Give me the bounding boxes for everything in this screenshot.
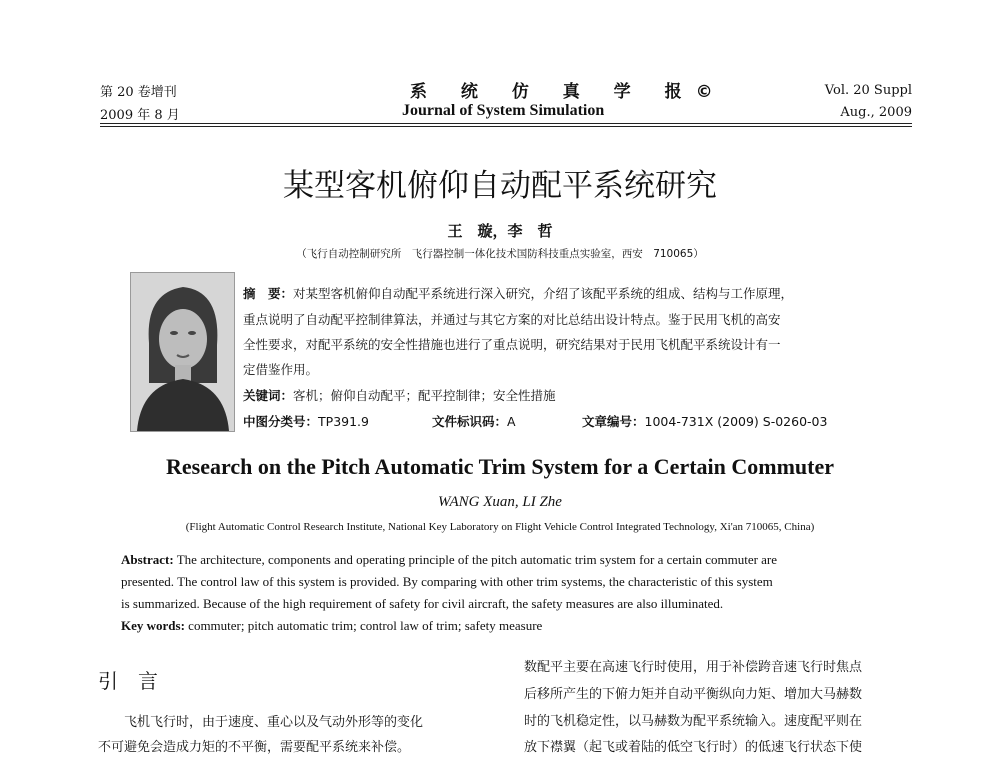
- abstract-cn-line-2: 重点说明了自动配平控制律算法，并通过与其它方案的对比总结出设计特点。鉴于民用飞机的高安: [243, 312, 781, 327]
- authors-cn: 王 璇，李 哲: [447, 222, 553, 240]
- intro-left-line-2: 不可避免会造成力矩的不平衡，需要配平系统来补偿。: [98, 740, 411, 755]
- doc-code-value: A: [507, 414, 516, 429]
- clc-label: 中图分类号：: [243, 414, 319, 429]
- volume-en: Vol. 20 Suppl: [824, 83, 912, 98]
- header-rule-top: [100, 123, 912, 124]
- intro-heading: 引言: [98, 669, 178, 693]
- abstract-en-line-3: is summarized. Because of the high requirement of safety for civil aircraft, the safety measures are also illuminated.: [121, 596, 724, 611]
- abstract-cn-line-3: 全性要求，对配平系统的安全性措施也进行了重点说明，研究结果对于民用飞机配平系统设计有一: [243, 337, 781, 352]
- doc-code-label: 文件标识码：: [432, 414, 508, 429]
- article-number-value: 1004-731X (2009) S-0260-03: [644, 414, 828, 429]
- abstract-en-line-2: presented. The control law of this system is provided. By comparing with other trim systems, the characteristic of this system: [121, 574, 773, 589]
- abstract-en-label: Abstract:: [121, 552, 174, 567]
- abstract-cn-line-4: 定借鉴作用。: [243, 362, 319, 377]
- keywords-en: [121, 618, 542, 634]
- abstract-en-text-1: The architecture, components and operating principle of the pitch automatic trim system for a certain commuter are: [173, 552, 778, 567]
- doc-code: [432, 412, 516, 430]
- volume-cn: 第 20 卷增刊: [100, 85, 177, 100]
- keywords-cn: [243, 386, 556, 404]
- author-portrait-icon: [131, 273, 234, 431]
- date-cn: 2009 年 8 月: [100, 108, 180, 123]
- header-rule-bottom: [100, 126, 912, 127]
- journal-title-cn: 系 统 仿 真 学 报©: [410, 82, 727, 102]
- abstract-cn-label: 摘 要：: [243, 286, 294, 301]
- paper-title-cn: 某型客机俯仰自动配平系统研究: [283, 168, 717, 204]
- article-number: [582, 412, 827, 430]
- affiliation-cn: （飞行自动控制研究所 飞行器控制一体化技术国防科技重点实验室，西安 710065）: [296, 248, 704, 260]
- clc-number: [243, 412, 369, 430]
- intro-right-line-3: 时的飞机稳定性，以马赫数为配平系统输入。速度配平则在: [524, 714, 863, 729]
- authors-en: WANG Xuan, LI Zhe: [438, 494, 562, 510]
- intro-right-line-2: 后移所产生的下俯力矩并自动平衡纵向力矩、增加大马赫数: [524, 687, 863, 702]
- affiliation-en: (Flight Automatic Control Research Institute, National Key Laboratory on Flight Vehicle Control Integrated Technology, Xi'an 710065, China): [185, 521, 815, 533]
- author-photo: [130, 272, 235, 432]
- intro-right-line-4: 放下襟翼（起飞或着陆的低空飞行时）的低速飞行状态下使: [524, 740, 863, 755]
- keywords-cn-label: 关键词：: [243, 388, 294, 403]
- abstract-cn-text-1: 对某型客机俯仰自动配平系统进行深入研究，介绍了该配平系统的组成、结构与工作原理，: [293, 286, 794, 301]
- abstract-en-line-1: [121, 552, 777, 568]
- intro-left-line-1: 飞机飞行时，由于速度、重心以及气动外形等的变化: [124, 715, 424, 730]
- intro-right-line-1: 数配平主要在高速飞行时使用，用于补偿跨音速飞行时焦点: [524, 660, 863, 675]
- journal-title-en: Journal of System Simulation: [402, 102, 605, 119]
- keywords-cn-text: 客机；俯仰自动配平；配平控制律；安全性措施: [293, 388, 556, 403]
- clc-value: TP391.9: [318, 414, 369, 429]
- paper-title-en: Research on the Pitch Automatic Trim System for a Certain Commuter: [165, 454, 835, 479]
- abstract-cn-line-1: [243, 284, 793, 302]
- date-en: Aug., 2009: [840, 105, 912, 120]
- article-number-label: 文章编号：: [582, 414, 645, 429]
- keywords-en-label: Key words:: [121, 618, 185, 633]
- keywords-en-text: commuter; pitch automatic trim; control law of trim; safety measure: [184, 618, 543, 633]
